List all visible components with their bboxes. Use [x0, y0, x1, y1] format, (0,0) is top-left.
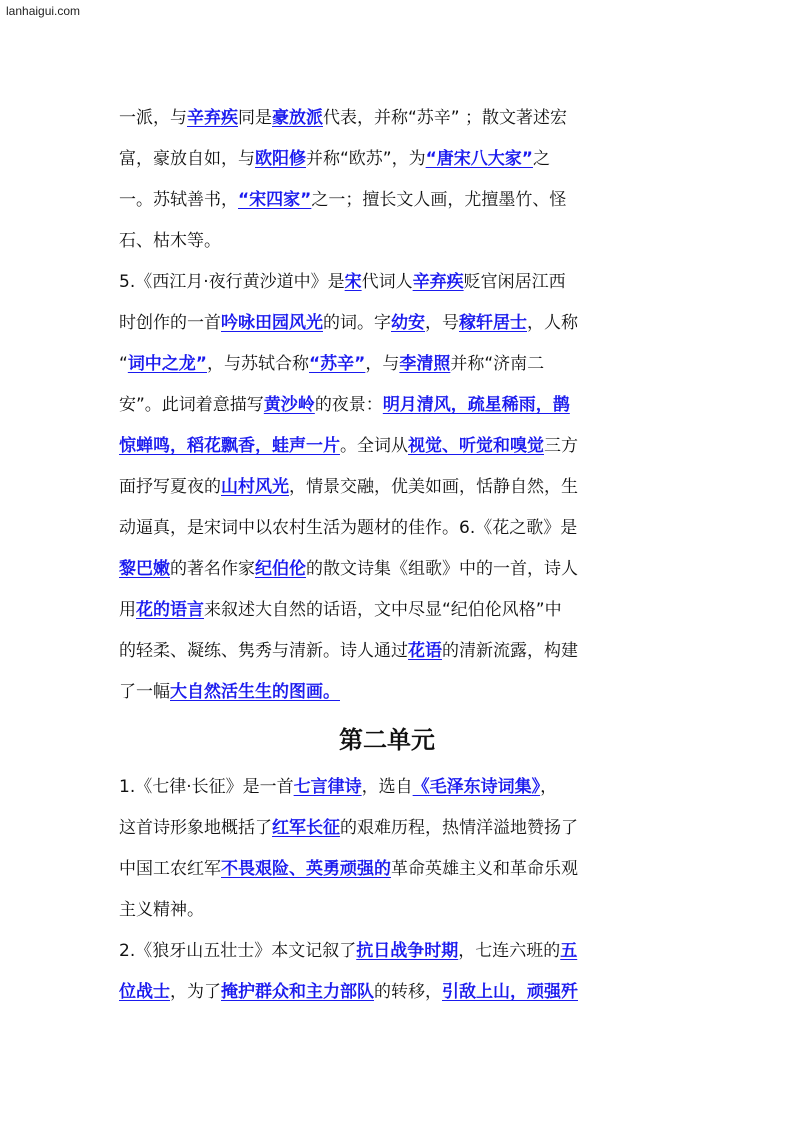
- text-line: [119, 508, 679, 549]
- text-segment: 主义精神。: [119, 900, 204, 920]
- text-segment: 来叙述大自然的话语，文中尽显“纪伯伦风格”中: [204, 600, 562, 620]
- key-term: 五: [560, 941, 578, 961]
- key-term: 红军长征: [272, 818, 340, 838]
- text-segment: ，人称: [527, 313, 578, 333]
- text-segment: ，情景交融，优美如画，恬静自然，生: [289, 477, 578, 497]
- key-term: “苏辛”: [309, 354, 366, 374]
- text-segment: 的艰难历程，热情洋溢地赞扬了: [340, 818, 578, 838]
- key-term: 七言律诗: [293, 777, 362, 797]
- text-segment: 并称“欧苏”，为: [306, 149, 426, 169]
- text-segment: 面抒写夏夜的: [119, 477, 221, 497]
- text-segment: 的清新流露，构建: [442, 641, 578, 661]
- text-line: [119, 767, 679, 808]
- text-segment: 的散文诗集《组歌》中的一首，诗人: [306, 559, 578, 579]
- text-line: [119, 549, 679, 590]
- key-term: 引敌上山，顽强歼: [442, 982, 578, 1002]
- text-segment: 动逼真，是宋词中以农村生活为题材的佳作。6.《花之歌》是: [119, 518, 578, 538]
- key-term: 纪伯伦: [255, 559, 306, 579]
- text-line: [119, 303, 679, 344]
- key-term: 李清照: [399, 354, 451, 374]
- text-segment: 一。苏轼善书，: [119, 190, 238, 210]
- text-segment: 之: [532, 149, 550, 169]
- key-term: 欧阳修: [255, 149, 306, 169]
- text-segment: ，与苏轼合称: [207, 354, 309, 374]
- site-watermark: lanhaigui.com: [6, 4, 81, 18]
- text-segment: 。全词从: [340, 436, 408, 456]
- text-line: [119, 672, 679, 713]
- text-segment: 富，豪放自如，与: [119, 149, 255, 169]
- key-term: 宋: [344, 272, 362, 292]
- key-term: 豪放派: [272, 108, 323, 128]
- key-term: 惊蝉鸣，稻花飘香，蛙声一片: [119, 436, 340, 456]
- section-heading: 第二单元: [339, 726, 435, 754]
- text-segment: 2.《狼牙山五壮士》本文记叙了: [119, 941, 357, 961]
- text-segment: 了一幅: [119, 682, 170, 702]
- text-line: [119, 344, 679, 385]
- key-term: 抗日战争时期: [356, 941, 459, 961]
- text-line: [119, 385, 679, 426]
- text-segment: 的著名作家: [170, 559, 255, 579]
- key-term: 辛弃疾: [187, 108, 238, 128]
- text-segment: ，七连六班的: [458, 941, 561, 961]
- text-line: [119, 808, 679, 849]
- text-segment: 之一；擅长文人画，尤擅墨竹、怪: [311, 190, 567, 210]
- text-segment: 安”。此词着意描写: [119, 395, 264, 415]
- key-term: 幼安: [391, 313, 425, 333]
- key-term: 明月清风，疏星稀雨，鹊: [382, 395, 570, 415]
- key-term: “唐宋八大家”: [425, 149, 533, 169]
- key-term: 位战士: [119, 982, 170, 1002]
- text-line: [119, 590, 679, 631]
- section-unit-1-continued: [119, 98, 679, 713]
- text-segment: 革命英雄主义和革命乐观: [391, 859, 578, 879]
- key-term: 花的语言: [136, 600, 204, 620]
- text-segment: 并称“济南二: [450, 354, 545, 374]
- key-term: 花语: [408, 641, 442, 661]
- text-segment: 的词。字: [323, 313, 391, 333]
- text-segment: 贬官闲居江西: [463, 272, 566, 292]
- key-term: 视觉、听觉和嗅觉: [408, 436, 544, 456]
- key-term: 黎巴嫩: [119, 559, 170, 579]
- text-segment: 的转移，: [374, 982, 442, 1002]
- text-segment: 时创作的一首: [119, 313, 221, 333]
- text-line: [119, 890, 679, 931]
- text-segment: “: [119, 354, 128, 374]
- text-segment: 代词人: [361, 272, 413, 292]
- key-term: “宋四家”: [238, 190, 312, 210]
- text-line: [119, 931, 679, 972]
- text-line: [119, 631, 679, 672]
- text-line: [119, 98, 679, 139]
- text-segment: 的夜景：: [314, 395, 383, 415]
- text-line: [119, 426, 679, 467]
- text-segment: 1.《七律·长征》是一首: [119, 777, 294, 797]
- text-line: [119, 221, 679, 262]
- text-segment: ，与: [365, 354, 400, 374]
- text-segment: 代表，并称“苏辛” ；散文著述宏: [323, 108, 568, 128]
- document-body: [119, 98, 679, 1013]
- text-line: [119, 180, 679, 221]
- text-line: [119, 262, 679, 303]
- text-segment: 中国工农红军: [119, 859, 221, 879]
- text-line: [119, 467, 679, 508]
- text-segment: 的轻柔、凝练、隽秀与清新。诗人通过: [119, 641, 408, 661]
- text-segment: ，选自: [361, 777, 413, 797]
- key-term: 掩护群众和主力部队: [221, 982, 374, 1002]
- text-line: [119, 849, 679, 890]
- key-term: 稼轩居士: [459, 313, 527, 333]
- text-segment: 一派，与: [119, 108, 187, 128]
- key-term: 黄沙岭: [263, 395, 315, 415]
- key-term: 山村风光: [221, 477, 289, 497]
- text-segment: 用: [119, 600, 136, 620]
- text-segment: 这首诗形象地概括了: [119, 818, 272, 838]
- text-segment: 石、枯木等。: [119, 231, 221, 251]
- key-term: 大自然活生生的图画。: [170, 682, 340, 702]
- text-segment: 5.《西江月·夜行黄沙道中》是: [119, 272, 345, 292]
- key-term: 辛弃疾: [412, 272, 464, 292]
- key-term: 不畏艰险、英勇顽强的: [221, 859, 391, 879]
- text-segment: 同是: [238, 108, 272, 128]
- key-term: 吟咏田园风光: [221, 313, 323, 333]
- text-line: [119, 972, 679, 1013]
- section-unit-2: [119, 767, 679, 1013]
- key-term: 《毛泽东诗词集》: [412, 777, 541, 797]
- text-segment: ，号: [425, 313, 459, 333]
- key-term: 词中之龙”: [127, 354, 207, 374]
- text-segment: 三方: [544, 436, 578, 456]
- text-segment: ，: [540, 777, 558, 797]
- text-segment: ，为了: [170, 982, 221, 1002]
- text-line: [119, 139, 679, 180]
